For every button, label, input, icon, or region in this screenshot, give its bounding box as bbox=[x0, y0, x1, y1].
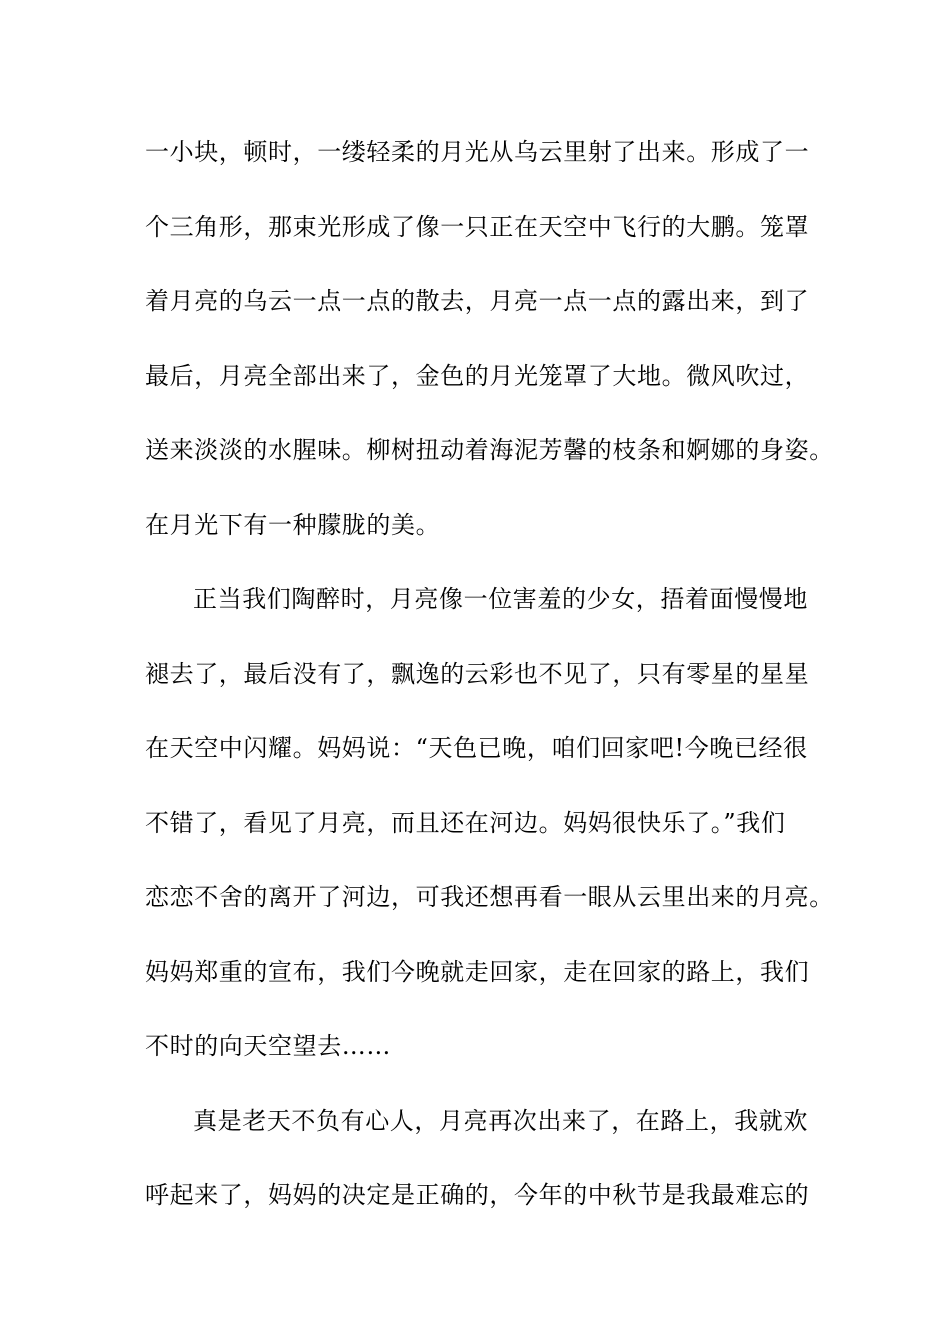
text-line: 在天空中闪耀。妈妈说：“天色已晚，咱们回家吧!今晚已经很 bbox=[145, 734, 808, 762]
paragraph-start-line: 真是老天不负有心人，月亮再次出来了，在路上，我就欢 bbox=[193, 1106, 808, 1135]
text-line: 恋恋不舍的离开了河边，可我还想再看一眼从云里出来的月亮。 bbox=[145, 883, 834, 911]
text-line: 妈妈郑重的宣布，我们今晚就走回家，走在回家的路上，我们 bbox=[145, 957, 810, 986]
text-line: 呼起来了，妈妈的决定是正确的，今年的中秋节是我最难忘的 bbox=[145, 1181, 810, 1209]
text-line: 着月亮的乌云一点一点的散去，月亮一点一点的露出来，到了 bbox=[145, 287, 810, 315]
text-line: 一小块，顿时，一缕轻柔的月光从乌云里射了出来。形成了一 bbox=[145, 138, 810, 166]
text-line: 不时的向天空望去…… bbox=[145, 1032, 391, 1060]
text-line: 在月光下有一种朦胧的美。 bbox=[145, 510, 441, 539]
paragraph-start-line: 正当我们陶醉时，月亮像一位害羞的少女，捂着面慢慢地 bbox=[193, 585, 808, 613]
text-line: 褪去了，最后没有了，飘逸的云彩也不见了，只有零星的星星 bbox=[145, 659, 810, 688]
essay-text bbox=[145, 127, 834, 1245]
text-line: 不错了，看见了月亮，而且还在河边。妈妈很快乐了。”我们 bbox=[145, 808, 786, 837]
text-line: 最后，月亮全部出来了，金色的月光笼罩了大地。微风吹过， bbox=[145, 361, 810, 390]
text-line: 送来淡淡的水腥味。柳树扭动着海泥芳馨的枝条和婀娜的身姿。 bbox=[145, 436, 834, 464]
text-line: 个三角形，那束光形成了像一只正在天空中飞行的大鹏。笼罩 bbox=[145, 212, 810, 241]
